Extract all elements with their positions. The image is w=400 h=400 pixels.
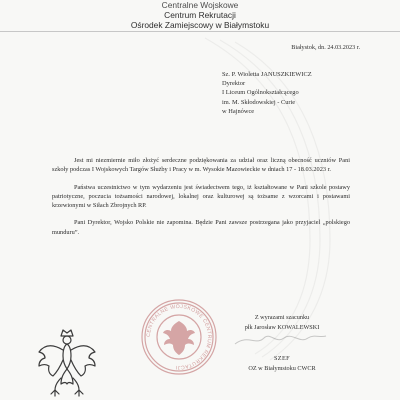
polish-eagle-emblem-icon (33, 326, 101, 400)
body-paragraph-2: Państwa uczestnictwo w tym wydarzeniu jest świadectwem tego, iż kształtowane w Pani szkole postawy patriotyczne, poczucia tożsamości narodowej, lokalnej oraz kulturowej są tożsame z wzorcami i postawami krzewionymi w Siłach Zbrojnych RP. (52, 183, 350, 210)
recipient-role: Dyrektor (222, 80, 246, 88)
signatory-title: SZEF (273, 355, 291, 363)
official-stamp-icon (138, 296, 220, 378)
signatory-name: płk Jarosław KOWALEWSKI (244, 324, 320, 332)
header-divider (0, 31, 400, 32)
recipient-school: I Liceum Ogólnokształcącego (222, 89, 299, 97)
recipient-school-patron: im. M. Skłodowskiej - Curie (222, 98, 296, 106)
letter-body (52, 156, 350, 245)
letter-header (60, 0, 340, 30)
recipient-name: Sz. P. Wioletta JANUSZKIEWICZ (222, 71, 312, 78)
header-line-2: Ośrodek Zamiejscowy w Białymstoku (130, 20, 270, 30)
svg-text:CENTRALNE WOJSKOWE CENTRUM REK: CENTRALNE WOJSKOWE CENTRUM REKRUTACJI (145, 303, 213, 371)
letter-date: Białystok, dn. 24.03.2023 r. (291, 44, 360, 51)
signatory-unit: OZ w Białymstoku CWCR (248, 364, 316, 372)
header-line-0: Centralne Wojskowe (161, 0, 239, 10)
body-paragraph-1: Jest mi niezmiernie miło złożyć serdeczne podziękowania za udział oraz liczną obecność uczniów Pani szkoły podczas I Wojskowych Targów Służby i Pracy w m. Wysokie Mazowieckie w dniach 17 - 18.03.2023 r. (52, 157, 350, 174)
signature-closing: Z wyrazami szacunku (254, 314, 310, 321)
recipient-city: w Hajnówce (222, 107, 255, 115)
recipient-block (222, 70, 382, 116)
header-line-1: Centrum Rekrutacji (164, 10, 236, 20)
signature-block (222, 313, 342, 373)
body-paragraph-3: Pani Dyrektor, Wojsko Polskie nie zapomina. Będzie Pani zawsze postrzegana jako przyjaciel „polskiego munduru”. (52, 219, 350, 236)
signature-space (222, 334, 342, 352)
